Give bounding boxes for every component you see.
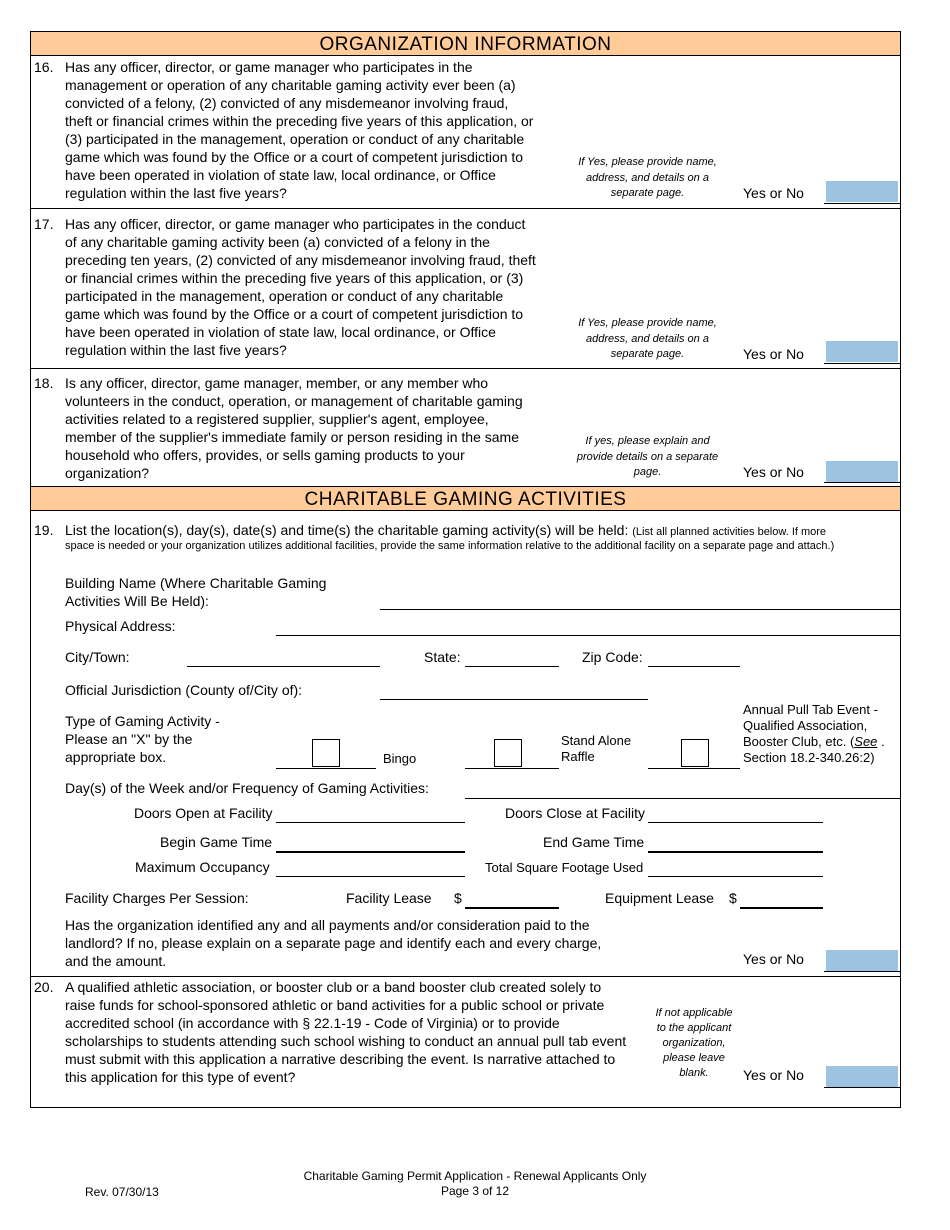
physical-address-label: Physical Address: bbox=[65, 618, 176, 634]
q19-text-note: space is needed or your organization utilizes additional facilities, provide the same information relative to the additional facility on a separate page and attach.) bbox=[65, 540, 835, 552]
divider bbox=[30, 368, 901, 369]
max-occupancy-field[interactable] bbox=[276, 876, 465, 877]
begin-time-label: Begin Game Time bbox=[160, 834, 273, 850]
bingo-underline bbox=[276, 768, 376, 769]
q20-answer-underline bbox=[824, 1087, 900, 1088]
q18-note: If yes, please explain and provide details on a separate page. bbox=[576, 435, 719, 478]
end-time-label: End Game Time bbox=[543, 834, 645, 850]
section-header-organization: ORGANIZATION INFORMATION bbox=[30, 31, 901, 56]
q20-yes-no-label: Yes or No bbox=[743, 1067, 804, 1083]
building-name-label: Building Name (Where Charitable Gaming Activities Will Be Held): bbox=[65, 575, 327, 609]
q20-text: A qualified athletic association, or booster club or a band booster club created solely to raise funds for school-sponsored athletic or band activities for a public school or private accredited school (in accordance with § 22.1-19 - Code of Virginia) or to provide scholarships to students attending such school wishing to conduct an annual pull tab event must submit with this application a narrative describing the event. Is narrative attached to this application for this type of event? bbox=[65, 979, 627, 1085]
landlord-yes-no-label: Yes or No bbox=[743, 951, 804, 967]
q18-answer-underline bbox=[824, 482, 900, 483]
q20-answer-field[interactable] bbox=[826, 1066, 898, 1087]
q19-text: List the location(s), day(s), date(s) and time(s) the charitable gaming activity(s) will be held: (List all planned activities below. If more bbox=[65, 522, 827, 538]
q20-number: 20. bbox=[34, 979, 54, 995]
bingo-checkbox[interactable] bbox=[312, 739, 340, 767]
divider bbox=[30, 208, 901, 209]
q19-number: 19. bbox=[34, 522, 54, 538]
state-label: State: bbox=[424, 649, 461, 665]
section-header-gaming: CHARITABLE GAMING ACTIVITIES bbox=[30, 486, 901, 511]
gaming-type-label: Type of Gaming Activity - Please an "X" by the appropriate box. bbox=[65, 713, 220, 765]
jurisdiction-field[interactable] bbox=[380, 699, 648, 700]
pull-tab-checkbox[interactable] bbox=[681, 739, 709, 767]
q16-note: If Yes, please provide name, address, and details on a separate page. bbox=[578, 156, 717, 199]
q16-number: 16. bbox=[34, 59, 54, 75]
state-field[interactable] bbox=[465, 666, 559, 667]
q16-answer-underline bbox=[824, 203, 900, 204]
landlord-answer-underline bbox=[824, 971, 900, 972]
pull-tab-underline bbox=[648, 768, 740, 769]
facility-lease-field[interactable] bbox=[465, 907, 559, 909]
q17-answer-underline bbox=[824, 363, 900, 364]
q18-yes-no-label: Yes or No bbox=[743, 464, 804, 480]
q18-answer-field[interactable] bbox=[826, 461, 898, 482]
doors-open-field[interactable] bbox=[276, 822, 465, 823]
equipment-lease-dollar: $ bbox=[729, 890, 737, 906]
city-field[interactable] bbox=[187, 666, 380, 667]
begin-time-field[interactable] bbox=[276, 851, 465, 853]
page-number: Page 3 of 12 bbox=[440, 1184, 510, 1198]
facility-charges-label: Facility Charges Per Session: bbox=[65, 890, 249, 906]
q18-text: Is any officer, director, game manager, member, or any member who volunteers in the conduct, operation, or management of charitable gaming activities related to a registered supplier, supplier's agent, employee, member of the supplier's immediate family or person residing in the same household who offers, provides, or sells gaming products to your organization? bbox=[65, 375, 523, 481]
equipment-lease-label: Equipment Lease bbox=[605, 890, 714, 906]
physical-address-field[interactable] bbox=[276, 635, 900, 636]
days-field[interactable] bbox=[465, 798, 900, 799]
revision-date: Rev. 07/30/13 bbox=[85, 1185, 159, 1199]
footer-title: Charitable Gaming Permit Application - Renewal Applicants Only Page 3 of 12 bbox=[275, 1169, 675, 1199]
doors-close-field[interactable] bbox=[648, 822, 823, 823]
q18-number: 18. bbox=[34, 375, 54, 391]
divider bbox=[30, 976, 901, 977]
pull-tab-label: Annual Pull Tab Event - Qualified Association, Booster Club, etc. (See . Section 18.2-340.26:2) bbox=[743, 702, 885, 765]
jurisdiction-label: Official Jurisdiction (County of/City of): bbox=[65, 682, 303, 698]
doors-close-label: Doors Close at Facility bbox=[505, 805, 646, 821]
q20-note: If not applicable to the applicant organization, please leave blank. bbox=[655, 1007, 733, 1079]
q16-yes-no-label: Yes or No bbox=[743, 185, 804, 201]
days-label: Day(s) of the Week and/or Frequency of Gaming Activities: bbox=[65, 780, 429, 796]
equipment-lease-field[interactable] bbox=[740, 907, 823, 909]
square-footage-label: Total Square Footage Used bbox=[485, 860, 644, 875]
raffle-label: Stand Alone Raffle bbox=[561, 733, 632, 764]
facility-lease-dollar: $ bbox=[454, 890, 462, 906]
q16-answer-field[interactable] bbox=[826, 181, 898, 202]
landlord-question: Has the organization identified any and all payments and/or consideration paid to the landlord? If no, please explain on a separate page and identify each and every charge, and the amount. bbox=[65, 917, 602, 969]
city-label: City/Town: bbox=[65, 649, 130, 665]
end-time-field[interactable] bbox=[648, 851, 823, 853]
bingo-label: Bingo bbox=[383, 751, 417, 766]
q17-number: 17. bbox=[34, 216, 54, 232]
q17-text: Has any officer, director, or game manager who participates in the conduct of any charitable gaming activity been (a) convicted of a felony in the preceding ten years, (2) convicted of any misdemeanor involving fraud, theft or financial crimes within the preceding five years of this application, or (3) participated in the management, operation or conduct of any charitable game which was found by the Office or a court of competent jurisdiction to have been operated in violation of state law, local ordinance, or Office regulation within the last five years? bbox=[65, 216, 536, 358]
square-footage-field[interactable] bbox=[648, 876, 823, 877]
raffle-underline bbox=[465, 768, 559, 769]
zip-field[interactable] bbox=[648, 666, 740, 667]
landlord-answer-field[interactable] bbox=[826, 950, 898, 971]
max-occupancy-label: Maximum Occupancy bbox=[135, 859, 270, 875]
q17-yes-no-label: Yes or No bbox=[743, 346, 804, 362]
zip-label: Zip Code: bbox=[582, 649, 643, 665]
q17-answer-field[interactable] bbox=[826, 341, 898, 362]
building-name-field[interactable] bbox=[380, 609, 900, 610]
q16-text: Has any officer, director, or game manager who participates in the management or operation of any charitable gaming activity ever been (a) convicted of a felony, (2) convicted of any misdemeanor involving fraud, theft or financial crimes within the preceding five years of this application, or (3) participated in the management, operation or conduct of any charitable game which was found by the Office or a court of competent jurisdiction to have been operated in violation of state law, local ordinance, or Office regulation within the last five years? bbox=[65, 59, 534, 201]
doors-open-label: Doors Open at Facility bbox=[134, 805, 273, 821]
raffle-checkbox[interactable] bbox=[494, 739, 522, 767]
q17-note: If Yes, please provide name, address, and details on a separate page. bbox=[578, 317, 717, 360]
facility-lease-label: Facility Lease bbox=[346, 890, 432, 906]
